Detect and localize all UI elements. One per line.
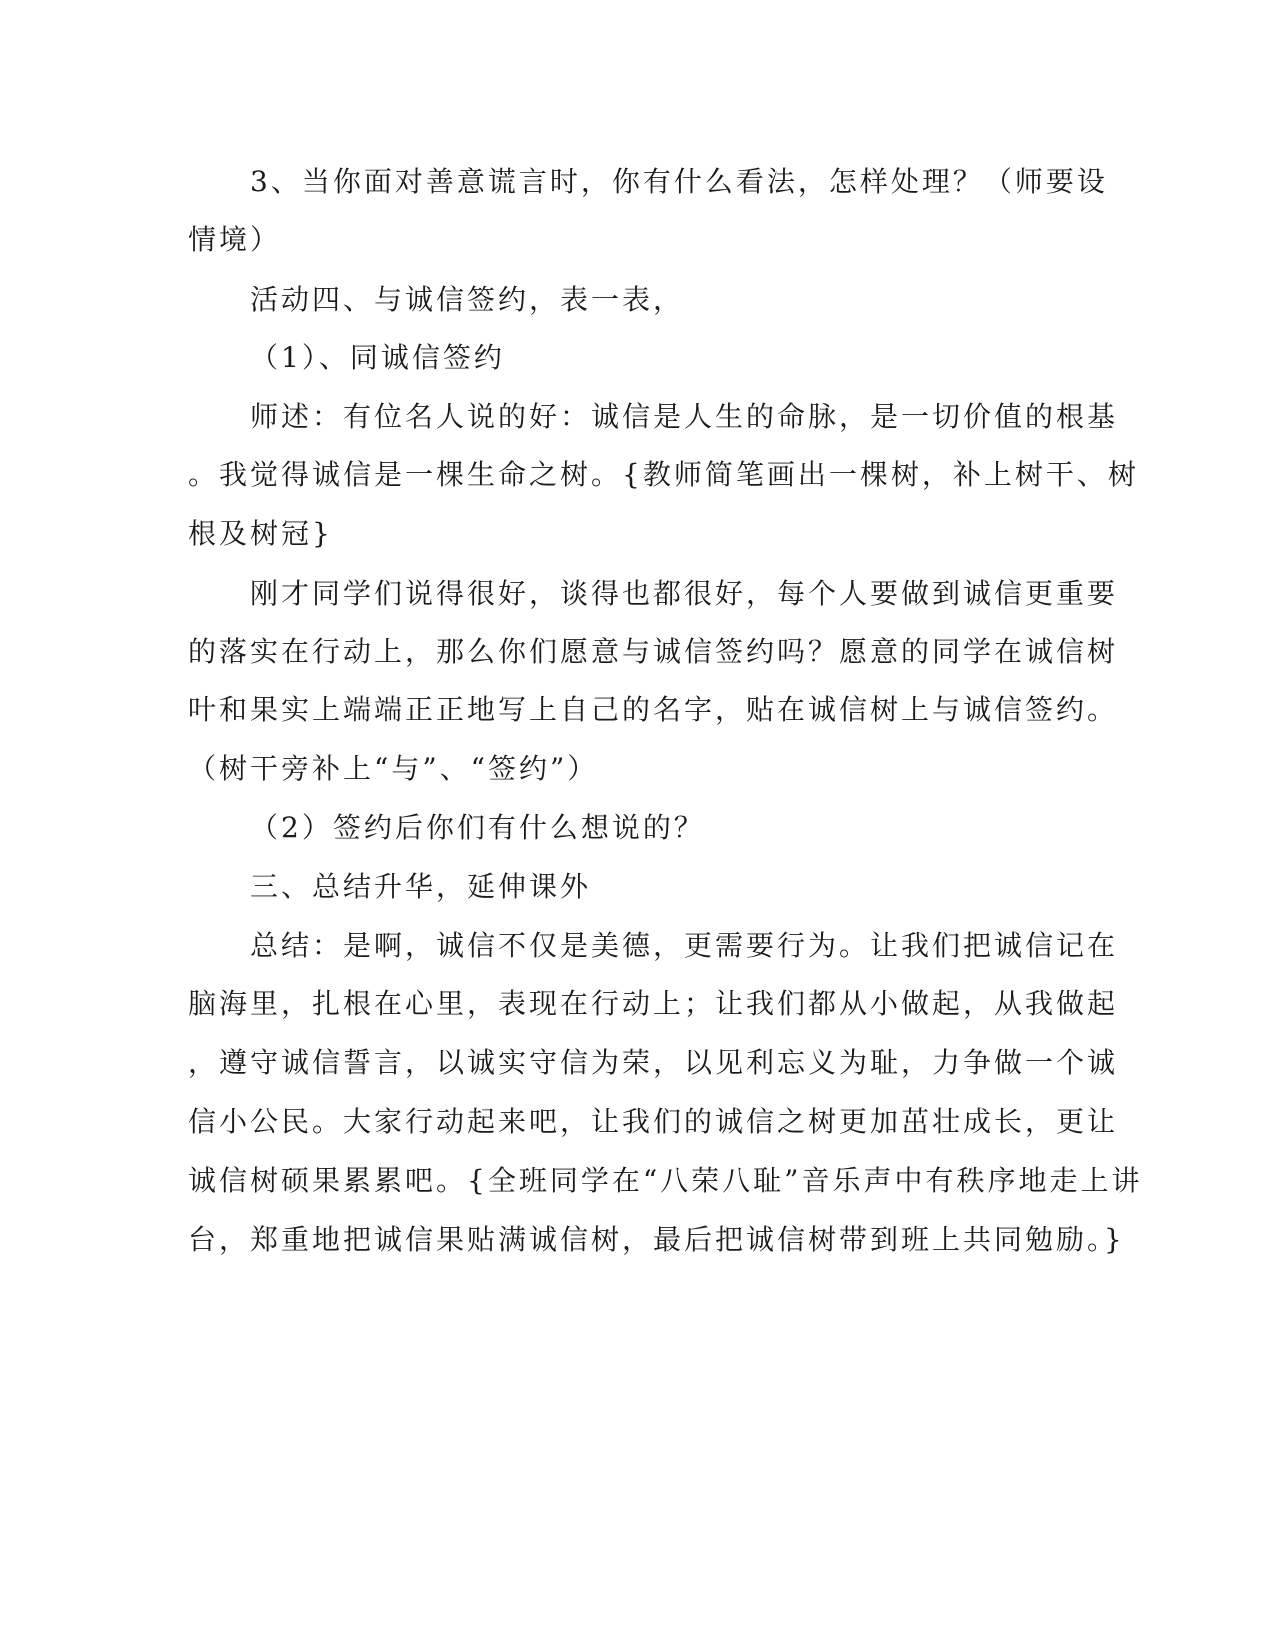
text-line: 信小公民。大家行动起来吧，让我们的诚信之树更加茁壮成长，更让 — [188, 1105, 1119, 1138]
text-line: （1）、同诚信签约 — [250, 341, 505, 374]
text-line: 叶和果实上端端正正地写上自己的名字，贴在诚信树上与诚信签约。 — [188, 693, 1119, 726]
text-line: 的落实在行动上，那么你们愿意与诚信签约吗？愿意的同学在诚信树 — [188, 635, 1119, 668]
text-line: 总结：是啊，诚信不仅是美德，更需要行为。让我们把诚信记在 — [250, 929, 1119, 962]
section-heading: 三、总结升华，延伸课外 — [250, 870, 592, 903]
text-line: 刚才同学们说得很好，谈得也都很好，每个人要做到诚信更重要 — [250, 577, 1119, 610]
text-line: （2）签约后你们有什么想说的？ — [250, 811, 705, 844]
text-line: （树干旁补上“与”、“签约”） — [188, 752, 599, 785]
text-line: 诚信树硕果累累吧。{全班同学在“八荣八耻”音乐声中有秩序地走上讲 — [188, 1164, 1143, 1197]
text-line: 脑海里，扎根在心里，表现在行动上；让我们都从小做起，从我做起 — [188, 987, 1119, 1020]
text-line: 情境） — [188, 223, 282, 256]
text-line: 。我觉得诚信是一棵生命之树。{教师简笔画出一棵树，补上树干、树 — [188, 458, 1139, 491]
text-line: 台，郑重地把诚信果贴满诚信树，最后把诚信树带到班上共同勉励。} — [188, 1223, 1125, 1256]
text-line: 根及树冠} — [188, 517, 333, 550]
text-line: 3、当你面对善意谎言时，你有什么看法，怎样处理？（师要设 — [250, 165, 1108, 198]
text-line: 活动四、与诚信签约，表一表， — [250, 283, 685, 316]
text-line: ，遵守诚信誓言，以诚实守信为荣，以见利忘义为耻，力争做一个诚 — [188, 1046, 1119, 1079]
text-line: 师述：有位名人说的好：诚信是人生的命脉，是一切价值的根基 — [250, 400, 1119, 433]
